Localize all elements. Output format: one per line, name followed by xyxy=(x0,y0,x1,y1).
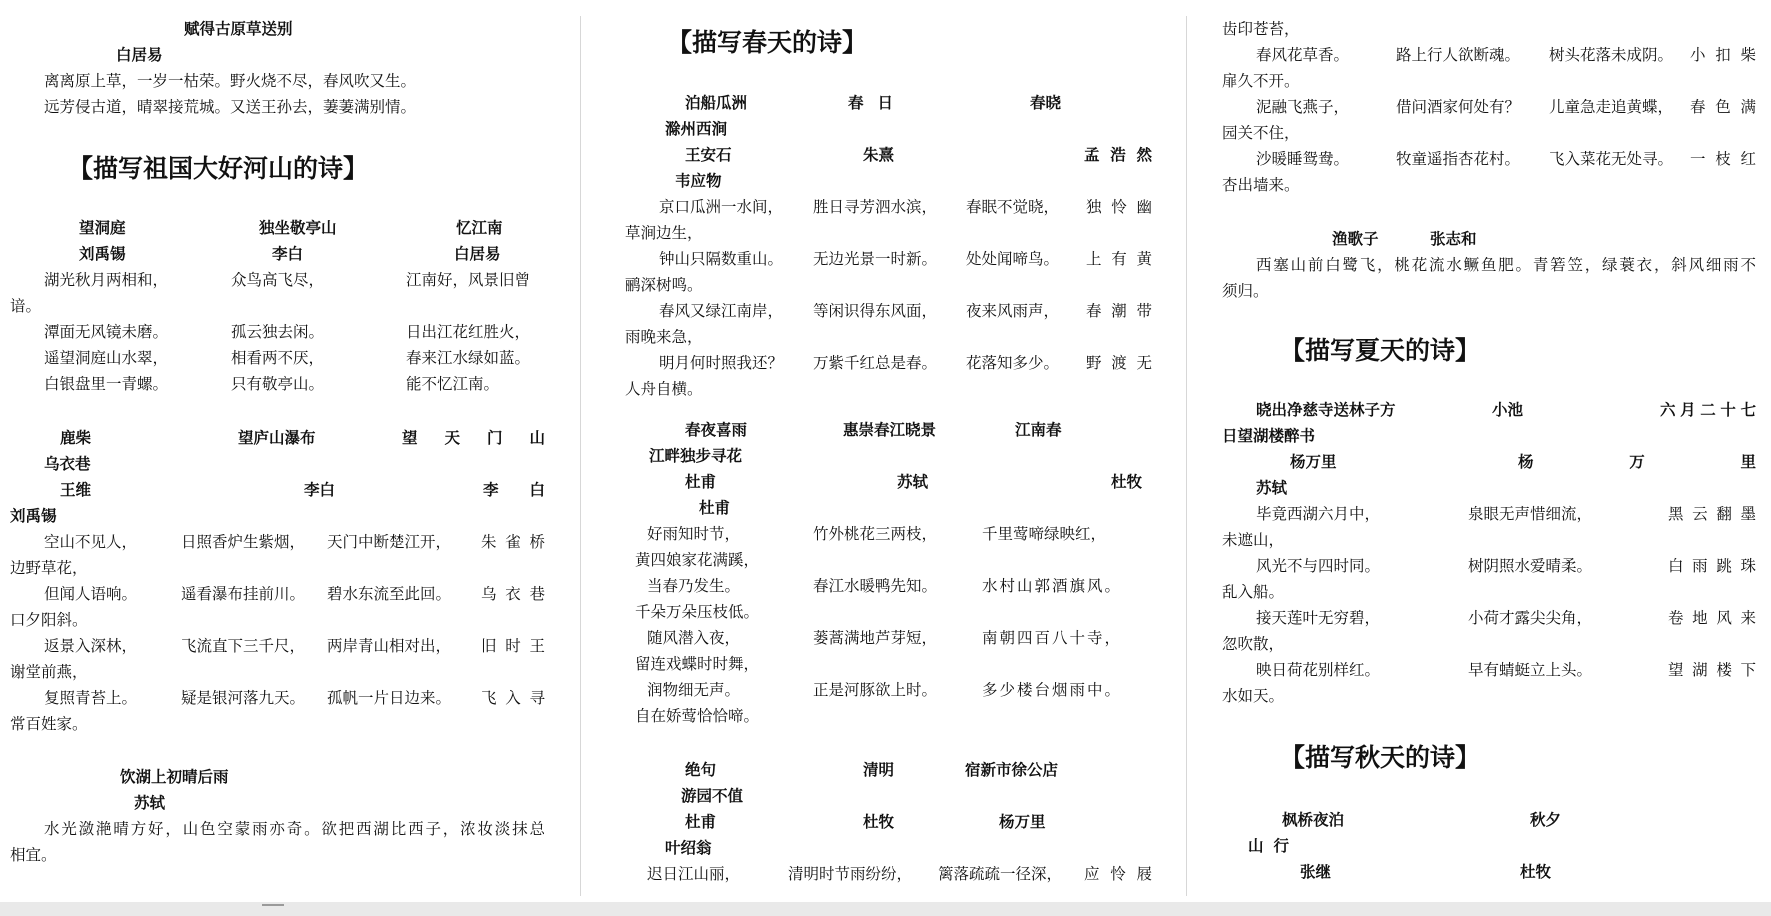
poem-line: 但闻人语响。 遥看瀑布挂前川。 碧水东流至此回。 乌衣巷 xyxy=(44,585,545,603)
poem-line: 明月何时照我还？ 万紫千红总是春。 花落知多少。 野渡无 xyxy=(659,354,1152,372)
poem-line: 遥望洞庭山水翠， 相看两不厌， 春来江水绿如蓝。 xyxy=(44,349,531,367)
section-heading-autumn: 【描写秋天的诗】 xyxy=(1280,743,1481,772)
column-1 xyxy=(10,0,545,900)
poem-line: 西塞山前白鹭飞，桃花流水鳜鱼肥。青箬笠，绿蓑衣，斜风细雨不 xyxy=(1256,256,1756,274)
poem-line: 口夕阳斜。 xyxy=(10,611,88,629)
poem-line: 自在娇莺恰恰啼。 xyxy=(635,707,760,725)
poem-line: 留连戏蝶时时舞， xyxy=(635,655,760,673)
poem-line: 须归。 xyxy=(1222,282,1269,300)
poem-authors-row: 王维 李白 李白 xyxy=(60,480,545,499)
poem-line: 钟山只隔数重山。 无边光景一时新。 处处闻啼鸟。 上有黄 xyxy=(659,250,1152,268)
poem-authors-row: 张继 杜牧 xyxy=(1300,862,1552,881)
poem-line: 千朵万朵压枝低。 xyxy=(635,603,760,621)
poem-author: 苏轼 xyxy=(1256,478,1288,497)
poem-title: 日望湖楼醉书 xyxy=(1222,426,1316,445)
poem-line: 风光不与四时同。 树阴照水爱晴柔。 白雨跳珠 xyxy=(1256,557,1756,575)
poem-line: 当春乃发生。 春江水暖鸭先知。 水村山郭酒旗风。 xyxy=(647,577,1123,595)
poem-line: 扉久不开。 xyxy=(1222,72,1300,90)
poem-author: 苏轼 xyxy=(134,793,166,812)
poem-line: 杏出墙来。 xyxy=(1222,176,1300,194)
poem-heading: 渔歌子 张志和 xyxy=(1332,229,1477,248)
poem-titles-row: 晓出净慈寺送林子方 小池 六月二十七 xyxy=(1256,400,1756,419)
section-heading-spring: 【描写春天的诗】 xyxy=(667,28,868,57)
scrollbar-thumb[interactable] xyxy=(262,904,284,906)
poem-line: 春风花草香。 路上行人欲断魂。 树头花落未成阴。 小扣柴 xyxy=(1256,46,1756,64)
poem-line: 园关不住， xyxy=(1222,124,1300,142)
poem-line: 京口瓜洲一水间， 胜日寻芳泗水滨， 春眠不觉晓， 独怜幽 xyxy=(659,198,1152,216)
poem-title: 饮湖上初晴后雨 xyxy=(120,767,229,786)
poem-line: 离离原上草，一岁一枯荣。野火烧不尽，春风吹又生。 xyxy=(44,72,417,90)
poem-titles-row: 鹿柴 望庐山瀑布 望天门山 xyxy=(60,428,545,447)
poem-author: 韦应物 xyxy=(675,171,722,190)
poem-line: 谢堂前燕， xyxy=(10,663,88,681)
poem-line: 泥融飞燕子， 借问酒家何处有？ 儿童急走追黄蝶， 春色满 xyxy=(1256,98,1756,116)
poem-line: 相宜。 xyxy=(10,846,57,864)
poem-title: 山行 xyxy=(1248,836,1300,855)
poem-line: 未遮山， xyxy=(1222,531,1285,549)
poem-line: 湖光秋月两相和， 众鸟高飞尽， 江南好，风景旧曾 xyxy=(44,271,531,289)
poem-line: 远芳侵古道，晴翠接荒城。又送王孙去，萋萋满别情。 xyxy=(44,98,417,116)
poem-line: 潭面无风镜未磨。 孤云独去闲。 日出江花红胜火， xyxy=(44,323,531,341)
poem-titles-row: 春夜喜雨 惠崇春江晓景 江南春 xyxy=(685,420,1062,439)
poem-titles-row: 绝句 清明 宿新市徐公店 xyxy=(685,760,1059,779)
poem-line: 黄四娘家花满蹊， xyxy=(635,551,760,569)
poem-line: 接天莲叶无穷碧， 小荷才露尖尖角， 卷地风来 xyxy=(1256,609,1756,627)
poem-author: 刘禹锡 xyxy=(10,506,57,525)
poem-line: 乱入船。 xyxy=(1222,583,1285,601)
poem-title: 赋得古原草送别 xyxy=(184,19,293,38)
poem-titles-row: 望洞庭 独坐敬亭山 忆江南 xyxy=(79,218,503,237)
poem-titles-row: 枫桥夜泊 秋夕 xyxy=(1282,810,1562,829)
poem-line: 草涧边生， xyxy=(625,224,703,242)
poem-line: 常百姓家。 xyxy=(10,715,88,733)
poem-line: 鹂深树鸣。 xyxy=(625,276,703,294)
poem-authors-row: 刘禹锡 李白 白居易 xyxy=(79,244,501,263)
poem-line: 谙。 xyxy=(10,297,42,315)
poem-title: 滁州西涧 xyxy=(665,119,728,138)
poem-line: 春风又绿江南岸， 等闲识得东风面， 夜来风雨声， 春潮带 xyxy=(659,302,1152,320)
poem-author: 叶绍翁 xyxy=(665,838,712,857)
poem-line: 人舟自横。 xyxy=(625,380,703,398)
poem-line: 白银盘里一青螺。 只有敬亭山。 能不忆江南。 xyxy=(44,375,500,393)
poem-line: 返景入深林， 飞流直下三千尺， 两岸青山相对出， 旧时王 xyxy=(44,637,545,655)
poem-line: 水如天。 xyxy=(1222,687,1285,705)
poem-author: 白居易 xyxy=(116,45,163,64)
poem-line: 好雨知时节， 竹外桃花三两枝， 千里莺啼绿映红， xyxy=(647,525,1107,543)
poem-title: 乌衣巷 xyxy=(44,454,91,473)
poem-line: 水光潋滟晴方好，山色空蒙雨亦奇。欲把西湖比西子，浓妆淡抹总 xyxy=(44,820,545,838)
poem-title: 游园不值 xyxy=(681,786,744,805)
poem-line: 齿印苍苔， xyxy=(1222,20,1300,38)
column-divider-2 xyxy=(1186,16,1187,896)
section-heading-landscape: 【描写祖国大好河山的诗】 xyxy=(68,154,369,183)
poem-authors-row: 杜甫 苏轼 杜牧 xyxy=(685,472,1143,491)
poem-line: 映日荷花别样红。 早有蜻蜓立上头。 望湖楼下 xyxy=(1256,661,1756,679)
poem-author: 杜甫 xyxy=(699,498,731,517)
poem-line: 空山不见人， 日照香炉生紫烟， 天门中断楚江开， 朱雀桥 xyxy=(44,533,545,551)
poem-title: 江畔独步寻花 xyxy=(649,446,743,465)
column-2 xyxy=(625,0,1152,900)
poem-line: 润物细无声。 正是河豚欲上时。 多少楼台烟雨中。 xyxy=(647,681,1123,699)
poem-authors-row: 王安石 朱熹 孟浩然 xyxy=(685,145,1152,164)
poem-line: 雨晚来急， xyxy=(625,328,703,346)
poem-authors-row: 杨万里 杨万里 xyxy=(1290,452,1756,471)
poem-line: 毕竟西湖六月中， 泉眼无声惜细流， 黑云翻墨 xyxy=(1256,505,1756,523)
poem-line: 随风潜入夜， 蒌蒿满地芦芽短， 南朝四百八十寺， xyxy=(647,629,1123,647)
poem-line: 边野草花， xyxy=(10,559,88,577)
section-heading-summer: 【描写夏天的诗】 xyxy=(1280,336,1481,365)
column-divider-1 xyxy=(580,16,581,896)
poem-authors-row: 杜甫 杜牧 杨万里 xyxy=(685,812,1046,831)
poem-line: 复照青苔上。 疑是银河落九天。 孤帆一片日边来。 飞入寻 xyxy=(44,689,545,707)
column-3 xyxy=(1222,0,1756,900)
poem-titles-row: 泊船瓜洲 春日 春晓 xyxy=(685,93,1062,112)
poem-line: 忽吹散， xyxy=(1222,635,1285,653)
poem-line: 迟日江山丽， 清明时节雨纷纷， 篱落疏疏一径深， 应怜屐 xyxy=(647,865,1152,883)
poem-line: 沙暖睡鸳鸯。 牧童遥指杏花村。 飞入菜花无处寻。 一枝红 xyxy=(1256,150,1756,168)
